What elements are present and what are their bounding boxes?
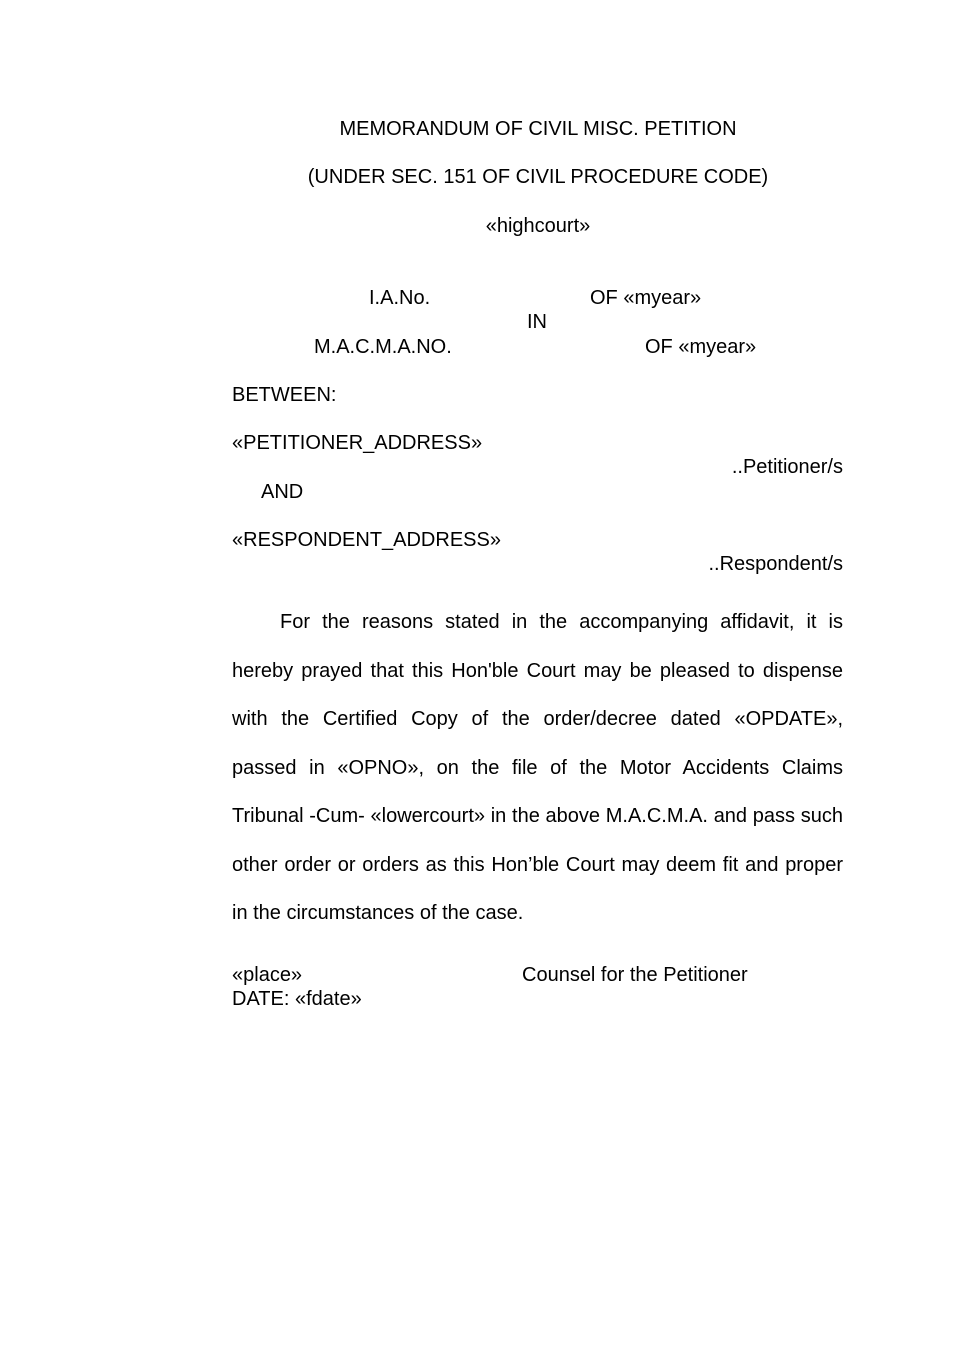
respondent-address: «RESPONDENT_ADDRESS» [232, 529, 501, 551]
in-connector: IN [527, 311, 547, 333]
between-label: BETWEEN: [232, 384, 337, 406]
ia-number-label: I.A.No. [369, 287, 431, 309]
and-label: AND [261, 481, 304, 503]
petitioner-address: «PETITIONER_ADDRESS» [232, 432, 483, 454]
ia-year: OF «myear» [590, 287, 702, 309]
petitioner-role: ..Petitioner/s [731, 456, 843, 478]
macma-number-label: M.A.C.M.A.NO. [314, 336, 452, 358]
respondent-role: ..Respondent/s [708, 553, 843, 575]
macma-year: OF «myear» [645, 336, 757, 358]
court-name: «highcourt» [485, 215, 591, 237]
prayer-paragraph: For the reasons stated in the accompanying affidavit, it is hereby prayed that this Hon'ble Court may be pleased to dispense with the Certified Copy of the order/decree dated «OPDATE», passed in «OPNO», on the file of the Motor Accidents Claims Tribunal -Cum- «lowercourt» in the above M.A.C.M.A. and pass such other order or orders as this Hon’ble Court may deem fit and proper in the circumstances of the case. [232, 611, 843, 924]
document-subtitle: (UNDER SEC. 151 OF CIVIL PROCEDURE CODE) [307, 166, 769, 188]
place-field: «place» [232, 964, 303, 986]
document-title: MEMORANDUM OF CIVIL MISC. PETITION [339, 118, 737, 140]
date-field: DATE: «fdate» [232, 988, 362, 1010]
counsel-signature: Counsel for the Petitioner [522, 964, 748, 986]
